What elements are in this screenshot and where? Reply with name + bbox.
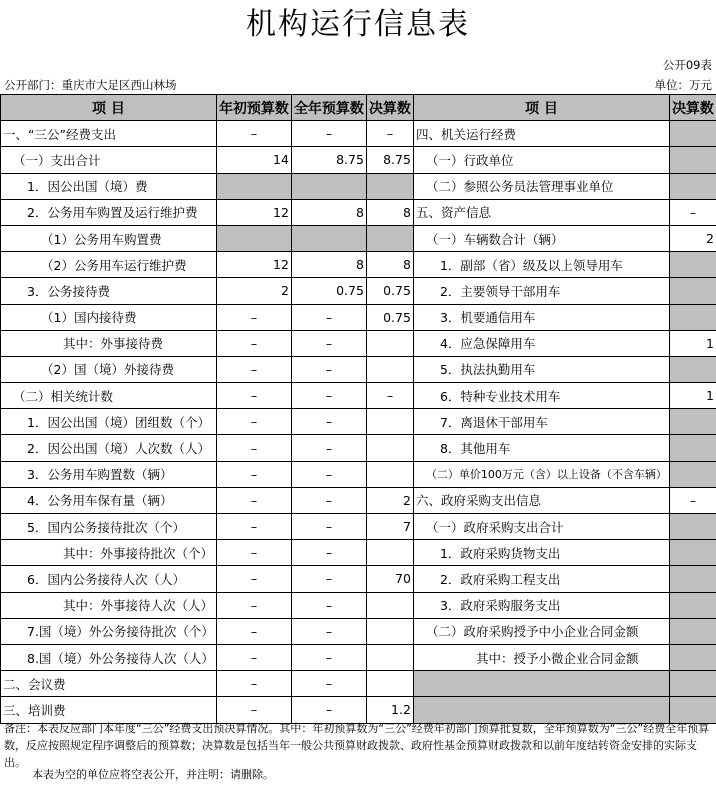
right-row-label: （二）参照公务员法管理事业单位 xyxy=(413,173,669,199)
budget-full-cell xyxy=(291,173,366,199)
footnote-empty-table: 本表为空的单位应将空表公开，并注明：请删除。 xyxy=(32,768,274,781)
row-label: 3．公务接待费 xyxy=(1,278,217,304)
table-row xyxy=(1,671,716,697)
right-row-label: 2．政府采购工程支出 xyxy=(413,566,669,592)
right-final-cell xyxy=(669,356,716,382)
right-final-cell: 1 xyxy=(669,383,716,409)
table-row xyxy=(1,225,716,251)
table-row xyxy=(1,644,716,670)
budget-initial-cell: – xyxy=(216,330,291,356)
right-row-label: 4．应急保障用车 xyxy=(413,330,669,356)
budget-full-cell: – xyxy=(291,514,366,540)
row-label: 6．国内公务接待人次（人） xyxy=(1,566,217,592)
right-row-label: （二）政府采购授予中小企业合同金额 xyxy=(413,618,669,644)
budget-full-cell: – xyxy=(291,461,366,487)
budget-initial-cell: – xyxy=(216,356,291,382)
budget-initial-cell xyxy=(216,225,291,251)
table-row xyxy=(1,618,716,644)
row-label: （二）相关统计数 xyxy=(1,383,217,409)
row-label: 3．公务用车购置数（辆） xyxy=(1,461,217,487)
right-final-cell xyxy=(669,671,716,697)
right-final-cell xyxy=(669,304,716,330)
right-final-cell xyxy=(669,252,716,278)
right-final-cell xyxy=(669,592,716,618)
right-row-label: （一）政府采购支出合计 xyxy=(413,514,669,540)
final-cell: 8 xyxy=(366,252,413,278)
budget-initial-cell: – xyxy=(216,697,291,723)
table-row xyxy=(1,514,716,540)
right-final-cell xyxy=(669,566,716,592)
final-cell: 7 xyxy=(366,514,413,540)
header-item-right: 项 目 xyxy=(413,95,669,121)
table-row xyxy=(1,199,716,225)
budget-full-cell: – xyxy=(291,383,366,409)
table-row xyxy=(1,383,716,409)
page-title: 机构运行信息表 xyxy=(246,7,470,42)
table-row xyxy=(1,173,716,199)
final-cell xyxy=(366,409,413,435)
right-row-label: 六、政府采购支出信息 xyxy=(413,487,669,513)
budget-full-cell: – xyxy=(291,592,366,618)
final-cell: 0.75 xyxy=(366,304,413,330)
row-label: 1．因公出国（境）费 xyxy=(1,173,217,199)
final-cell xyxy=(366,435,413,461)
table-row xyxy=(1,409,716,435)
right-final-cell xyxy=(669,540,716,566)
right-row-label: 6．特种专业技术用车 xyxy=(413,383,669,409)
final-cell xyxy=(366,225,413,251)
budget-initial-cell: – xyxy=(216,514,291,540)
table-row xyxy=(1,356,716,382)
form-code: 公开09表 xyxy=(662,58,712,72)
final-cell xyxy=(366,461,413,487)
budget-initial-cell: – xyxy=(216,566,291,592)
right-row-label: （二）单价100万元（含）以上设备（不含车辆） xyxy=(413,461,669,487)
final-cell: 70 xyxy=(366,566,413,592)
final-cell: – xyxy=(366,121,413,147)
final-cell: – xyxy=(366,383,413,409)
budget-full-cell: – xyxy=(291,487,366,513)
budget-initial-cell: – xyxy=(216,461,291,487)
row-label: （一）支出合计 xyxy=(1,147,217,173)
final-cell xyxy=(366,618,413,644)
header-final: 决算数 xyxy=(366,95,413,121)
budget-full-cell: – xyxy=(291,618,366,644)
right-final-cell xyxy=(669,618,716,644)
budget-initial-cell: 14 xyxy=(216,147,291,173)
row-label: 5．国内公务接待批次（个） xyxy=(1,514,217,540)
row-label: 7.国（境）外公务接待批次（个） xyxy=(1,618,217,644)
row-label: 一、“三公”经费支出 xyxy=(1,121,217,147)
row-label: 4．公务用车保有量（辆） xyxy=(1,487,217,513)
budget-full-cell: 8.75 xyxy=(291,147,366,173)
table-row xyxy=(1,304,716,330)
header-budget-initial: 年初预算数 xyxy=(216,95,291,121)
right-final-cell: – xyxy=(669,487,716,513)
budget-full-cell: – xyxy=(291,409,366,435)
right-row-label: （一）车辆数合计（辆） xyxy=(413,225,669,251)
row-label: 2．因公出国（境）人次数（人） xyxy=(1,435,217,461)
row-label: 其中：外事接待费 xyxy=(1,330,217,356)
budget-initial-cell: – xyxy=(216,383,291,409)
table-row xyxy=(1,461,716,487)
budget-full-cell: – xyxy=(291,356,366,382)
budget-full-cell: 0.75 xyxy=(291,278,366,304)
budget-full-cell xyxy=(291,225,366,251)
right-row-label: 8．其他用车 xyxy=(413,435,669,461)
right-final-cell xyxy=(669,514,716,540)
table-row xyxy=(1,147,716,173)
row-label: 1．因公出国（境）团组数（个） xyxy=(1,409,217,435)
right-final-cell xyxy=(669,173,716,199)
right-final-cell xyxy=(669,121,716,147)
right-final-cell xyxy=(669,409,716,435)
header-item: 项 目 xyxy=(1,95,217,121)
budget-full-cell: – xyxy=(291,435,366,461)
table-row xyxy=(1,121,716,147)
budget-initial-cell: – xyxy=(216,592,291,618)
right-final-cell xyxy=(669,278,716,304)
budget-initial-cell: – xyxy=(216,121,291,147)
budget-initial-cell: – xyxy=(216,487,291,513)
right-row-label: 1．副部（省）级及以上领导用车 xyxy=(413,252,669,278)
table-row xyxy=(1,592,716,618)
table-row xyxy=(1,252,716,278)
right-row-label: 3．机要通信用车 xyxy=(413,304,669,330)
table-row xyxy=(1,278,716,304)
final-cell: 8 xyxy=(366,199,413,225)
row-label: 8.国（境）外公务接待人次（人） xyxy=(1,644,217,670)
table-row xyxy=(1,330,716,356)
footnote: 备注：本表反应部门本年度“三公”经费支出预决算情况。其中：年初预算数为“三公”经费年初部门预算批复数，全年预算数为“三公”经费全年预算数，反应按照规定程序调整后的预算数；决算数是包括当年一般公共预算财政拨款、政府性基金预算财政拨款和以前年度结转资金安排的实际支出。 xyxy=(4,722,710,769)
row-label: （2）国（境）外接待费 xyxy=(1,356,217,382)
final-cell: 0.75 xyxy=(366,278,413,304)
final-cell xyxy=(366,356,413,382)
right-row-label xyxy=(413,671,669,697)
table-row xyxy=(1,540,716,566)
budget-initial-cell: – xyxy=(216,671,291,697)
final-cell xyxy=(366,671,413,697)
right-final-cell: – xyxy=(669,199,716,225)
budget-initial-cell: 12 xyxy=(216,252,291,278)
final-cell xyxy=(366,173,413,199)
right-row-label: 5．执法执勤用车 xyxy=(413,356,669,382)
row-label: （1）公务用车购置费 xyxy=(1,225,217,251)
budget-initial-cell: – xyxy=(216,618,291,644)
final-cell xyxy=(366,330,413,356)
budget-full-cell: – xyxy=(291,644,366,670)
budget-initial-cell: – xyxy=(216,435,291,461)
header-final-right: 决算数 xyxy=(669,95,716,121)
final-cell xyxy=(366,540,413,566)
right-final-cell xyxy=(669,461,716,487)
budget-initial-cell: 2 xyxy=(216,278,291,304)
unit-label: 单位：万元 xyxy=(654,78,712,92)
budget-initial-cell: – xyxy=(216,644,291,670)
budget-initial-cell: – xyxy=(216,304,291,330)
right-row-label: （一）行政单位 xyxy=(413,147,669,173)
final-cell xyxy=(366,592,413,618)
budget-initial-cell: – xyxy=(216,540,291,566)
right-final-cell xyxy=(669,147,716,173)
budget-full-cell: – xyxy=(291,697,366,723)
budget-initial-cell: 12 xyxy=(216,199,291,225)
table-row xyxy=(1,566,716,592)
header-budget-full: 全年预算数 xyxy=(291,95,366,121)
budget-initial-cell: – xyxy=(216,409,291,435)
budget-full-cell: – xyxy=(291,540,366,566)
budget-full-cell: – xyxy=(291,121,366,147)
row-label: 其中：外事接待批次（个） xyxy=(1,540,217,566)
right-final-cell xyxy=(669,435,716,461)
table-row xyxy=(1,487,716,513)
row-label: 2．公务用车购置及运行维护费 xyxy=(1,199,217,225)
final-cell: 8.75 xyxy=(366,147,413,173)
budget-full-cell: – xyxy=(291,330,366,356)
right-row-label: 五、资产信息 xyxy=(413,199,669,225)
budget-full-cell: – xyxy=(291,671,366,697)
row-label: （1）国内接待费 xyxy=(1,304,217,330)
budget-full-cell: 8 xyxy=(291,199,366,225)
right-row-label: 其中：授予小微企业合同金额 xyxy=(413,644,669,670)
department-label: 公开部门：重庆市大足区西山林场 xyxy=(4,78,177,92)
right-final-cell: 2 xyxy=(669,225,716,251)
row-label: 其中：外事接待人次（人） xyxy=(1,592,217,618)
row-label: （2）公务用车运行维护费 xyxy=(1,252,217,278)
right-row-label: 四、机关运行经费 xyxy=(413,121,669,147)
final-cell: 1.2 xyxy=(366,697,413,723)
table-row xyxy=(1,435,716,461)
info-table xyxy=(0,94,716,724)
right-row-label: 3．政府采购服务支出 xyxy=(413,592,669,618)
right-final-cell xyxy=(669,644,716,670)
final-cell xyxy=(366,644,413,670)
right-row-label: 1．政府采购货物支出 xyxy=(413,540,669,566)
budget-full-cell: – xyxy=(291,304,366,330)
right-row-label: 2．主要领导干部用车 xyxy=(413,278,669,304)
row-label: 三、培训费 xyxy=(1,697,217,723)
right-final-cell: 1 xyxy=(669,330,716,356)
budget-full-cell: 8 xyxy=(291,252,366,278)
budget-initial-cell xyxy=(216,173,291,199)
right-row-label: 7．离退休干部用车 xyxy=(413,409,669,435)
budget-full-cell: – xyxy=(291,566,366,592)
final-cell: 2 xyxy=(366,487,413,513)
row-label: 二、会议费 xyxy=(1,671,217,697)
